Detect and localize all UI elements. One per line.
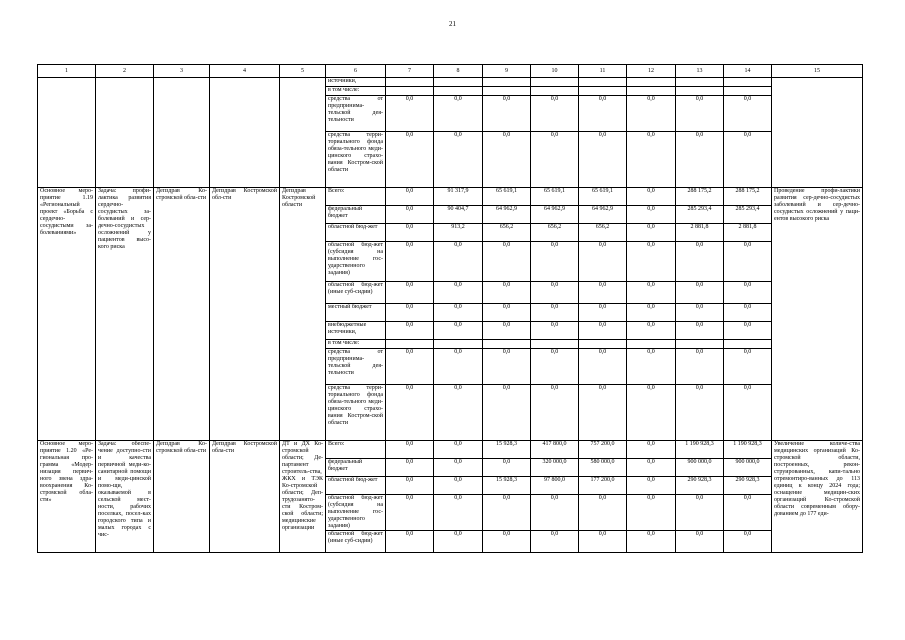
cont-empty-cell: [676, 87, 724, 96]
m120-value-cell: 0,0: [434, 477, 483, 495]
m119-row: [38, 188, 863, 206]
cont-source-label: в том числе:: [326, 87, 386, 96]
cont-value-cell: 0,0: [627, 132, 676, 188]
m120-col4: Депздрав Костромской обла-сти: [210, 441, 280, 553]
m120-value-cell: 0,0: [531, 531, 579, 553]
m119-value-cell: 0,0: [676, 385, 724, 441]
m120-value-cell: 15 928,3: [483, 441, 531, 459]
m119-value-cell: 0,0: [627, 282, 676, 304]
m119-value-cell: 91 317,9: [434, 188, 483, 206]
m119-col3: Депздрав Ко-стромской обла-сти: [154, 188, 210, 441]
m119-col4: Депздрав Костромской обл-сти: [210, 188, 280, 441]
m119-value-cell: 0,0: [627, 385, 676, 441]
cont-value-cell: 0,0: [483, 132, 531, 188]
m119-value-cell: 0,0: [676, 322, 724, 340]
m120-value-cell: 0,0: [676, 531, 724, 553]
m120-value-cell: 0,0: [579, 531, 627, 553]
m120-col5: ДТ и ДХ Ко-стромской области; Де-партамент строитель-ства, ЖКХ и ТЭК Ко-стромской области; Деп-трудозанято-сти Костром-ской области; медицинские организации: [280, 441, 326, 553]
m119-value-cell: 0,0: [579, 385, 627, 441]
m119-value-cell: 285 293,4: [676, 206, 724, 224]
m119-value-cell: 0,0: [724, 322, 772, 340]
m119-value-cell: 0,0: [531, 349, 579, 385]
cont-empty-cell: [724, 87, 772, 96]
m120-value-cell: 0,0: [386, 531, 434, 553]
m119-value-cell: 0,0: [483, 242, 531, 282]
m120-value-cell: 417 800,0: [531, 441, 579, 459]
m120-value-cell: 0,0: [434, 459, 483, 477]
m119-value-cell: 0,0: [724, 349, 772, 385]
m119-value-cell: 65 619,1: [579, 188, 627, 206]
m119-col5: Депздрав Костромской области: [280, 188, 326, 441]
cont-value-cell: 0,0: [676, 132, 724, 188]
m120-value-cell: 0,0: [627, 459, 676, 477]
m120-value-cell: 0,0: [724, 495, 772, 531]
header-cell-13: 13: [676, 65, 724, 78]
cont-empty-cell: [434, 87, 483, 96]
table-header-row: [38, 65, 863, 78]
m119-value-cell: 0,0: [627, 224, 676, 242]
cont-source-label: источники,: [326, 78, 386, 87]
m120-value-cell: 15 928,3: [483, 477, 531, 495]
m119-value-cell: 0,0: [386, 304, 434, 322]
header-cell-11: 11: [579, 65, 627, 78]
m119-value-cell: 0,0: [386, 385, 434, 441]
cont-empty-cell: [483, 87, 531, 96]
m119-value-cell: 0,0: [386, 349, 434, 385]
m120-col1: Основное меро-приятие 1.20 «Ре-гиональная про-грамма «Модер-низация первич-ного звена здра-воохранения Ко-стромской обла-сти»: [38, 441, 96, 553]
m119-value-cell: 0,0: [483, 385, 531, 441]
m119-col1: Основное меро-приятие 1.19 «Региональный проект «Борьба с сердечно-сосудистыми за-болеваниями»: [38, 188, 96, 441]
m120-value-cell: 290 928,3: [724, 477, 772, 495]
header-cell-2: 2: [96, 65, 154, 78]
m119-value-cell: 65 619,1: [483, 188, 531, 206]
m119-value-cell: 0,0: [386, 224, 434, 242]
m119-value-cell: 288 175,2: [676, 188, 724, 206]
m120-value-cell: 0,0: [434, 531, 483, 553]
m119-value-cell: 656,2: [483, 224, 531, 242]
m120-value-cell: 177 200,0: [579, 477, 627, 495]
m119-empty-cell: [483, 340, 531, 349]
cont-value-cell: 0,0: [434, 96, 483, 132]
header-cell-6: 6: [326, 65, 386, 78]
m120-value-cell: 0,0: [531, 495, 579, 531]
m120-value-cell: 757 200,0: [579, 441, 627, 459]
cont-empty-cell: [627, 78, 676, 87]
cont-empty-cell: [579, 78, 627, 87]
m120-value-cell: 900 000,0: [724, 459, 772, 477]
m119-source-label: областной бюд-жет (субсидия на выполнение гос-ударственного задания): [326, 242, 386, 282]
m119-value-cell: 2 881,8: [724, 224, 772, 242]
m119-value-cell: 0,0: [531, 385, 579, 441]
cont-value-cell: 0,0: [531, 96, 579, 132]
m120-value-cell: 0,0: [579, 495, 627, 531]
m119-value-cell: 0,0: [579, 349, 627, 385]
m119-value-cell: 285 293,4: [724, 206, 772, 224]
m120-col3: Депздрав Ко-стромской обла-сти: [154, 441, 210, 553]
m119-value-cell: 0,0: [724, 304, 772, 322]
header-cell-10: 10: [531, 65, 579, 78]
m120-source-label: областной бюд-жет (иные суб-сидии): [326, 531, 386, 553]
m119-value-cell: 0,0: [627, 304, 676, 322]
cont-source-label: средства терри-ториального фонда обяза-тельного меди-цинского страхо-вания Костром-ской области: [326, 132, 386, 188]
m120-value-cell: 0,0: [386, 441, 434, 459]
m119-value-cell: 0,0: [531, 282, 579, 304]
m119-col2: Задача: профи-лактика развития сердечно-сосудистых за-болеваний и сер-дечно-сосудистых осложнений у пациентов высо-кого риска: [96, 188, 154, 441]
cont-empty-cell: [724, 78, 772, 87]
m119-value-cell: 0,0: [676, 282, 724, 304]
cont-value-cell: 0,0: [386, 132, 434, 188]
m119-value-cell: 0,0: [579, 242, 627, 282]
cont-value-cell: 0,0: [483, 96, 531, 132]
cont-empty-cell: [676, 78, 724, 87]
cont-row: [38, 78, 863, 87]
m119-value-cell: 656,2: [531, 224, 579, 242]
m120-value-cell: 0,0: [434, 441, 483, 459]
m119-value-cell: 2 881,8: [676, 224, 724, 242]
m120-value-cell: 900 000,0: [676, 459, 724, 477]
header-cell-5: 5: [280, 65, 326, 78]
m119-value-cell: 0,0: [483, 322, 531, 340]
header-cell-1: 1: [38, 65, 96, 78]
m119-value-cell: 0,0: [386, 242, 434, 282]
m120-value-cell: 0,0: [483, 459, 531, 477]
m119-value-cell: 0,0: [724, 242, 772, 282]
m119-empty-cell: [434, 340, 483, 349]
m119-value-cell: 0,0: [627, 322, 676, 340]
m119-value-cell: 0,0: [434, 349, 483, 385]
cont-value-cell: 0,0: [386, 96, 434, 132]
m119-value-cell: 0,0: [579, 282, 627, 304]
m119-value-cell: 0,0: [579, 304, 627, 322]
m120-value-cell: 0,0: [386, 459, 434, 477]
m120-row: [38, 441, 863, 459]
cont-value-cell: 0,0: [724, 132, 772, 188]
m119-value-cell: 288 175,2: [724, 188, 772, 206]
m119-value-cell: 0,0: [483, 282, 531, 304]
page-number: 21: [449, 20, 456, 28]
m120-col2: Задача: обеспе-чение доступно-сти и качества первичной меди-ко-санитарной помощи и меди-цинской помо-щи, оказываемой в сельской мест-ности, рабочих поселках, посел-ках городского типа и малых городах с чис-: [96, 441, 154, 553]
m119-value-cell: 0,0: [434, 242, 483, 282]
m119-source-label: Всего:: [326, 188, 386, 206]
m119-empty-cell: [676, 340, 724, 349]
header-cell-9: 9: [483, 65, 531, 78]
cont-value-cell: 0,0: [676, 96, 724, 132]
m119-value-cell: 0,0: [386, 206, 434, 224]
m120-value-cell: 290 928,3: [676, 477, 724, 495]
m120-source-label: федеральный бюджет: [326, 459, 386, 477]
cont-value-cell: 0,0: [579, 132, 627, 188]
m120-value-cell: 0,0: [627, 495, 676, 531]
m120-value-cell: 97 800,0: [531, 477, 579, 495]
m119-value-cell: 0,0: [386, 282, 434, 304]
m119-value-cell: 0,0: [483, 349, 531, 385]
m119-value-cell: 64 962,9: [483, 206, 531, 224]
m120-col15: Увеличение количе-ства медицинских организаций Ко-стромской области, построенных, рекон-струированных, капи-тально отремонтиро-ванных до 113 единиц к концу 2024 года; оснащение медицин-ских организаций Ко-стромской области современным обору-дованием до 177 еди-: [772, 441, 863, 553]
m120-value-cell: 0,0: [483, 531, 531, 553]
m119-source-label: местный бюджет: [326, 304, 386, 322]
m119-value-cell: 656,2: [579, 224, 627, 242]
cont-col5: [280, 78, 326, 188]
m119-value-cell: 0,0: [531, 304, 579, 322]
m119-value-cell: 0,0: [386, 188, 434, 206]
m119-value-cell: 0,0: [676, 242, 724, 282]
cont-empty-cell: [386, 87, 434, 96]
m119-empty-cell: [724, 340, 772, 349]
cont-empty-cell: [531, 78, 579, 87]
cont-empty-cell: [386, 78, 434, 87]
m119-value-cell: 0,0: [724, 282, 772, 304]
m120-value-cell: 0,0: [386, 495, 434, 531]
m119-source-label: в том числе:: [326, 340, 386, 349]
cont-value-cell: 0,0: [434, 132, 483, 188]
cont-col3: [154, 78, 210, 188]
m119-source-label: федеральный бюджет: [326, 206, 386, 224]
m119-value-cell: 0,0: [676, 304, 724, 322]
m120-value-cell: 0,0: [434, 495, 483, 531]
header-cell-4: 4: [210, 65, 280, 78]
cont-value-cell: 0,0: [579, 96, 627, 132]
m120-source-label: областной бюд-жет (субсидия на выполнение гос-ударственного задания): [326, 495, 386, 531]
m119-value-cell: 0,0: [627, 349, 676, 385]
m120-value-cell: 0,0: [627, 441, 676, 459]
m119-value-cell: 0,0: [434, 322, 483, 340]
header-cell-14: 14: [724, 65, 772, 78]
m119-value-cell: 0,0: [386, 322, 434, 340]
m119-value-cell: 0,0: [724, 385, 772, 441]
m119-value-cell: 64 962,9: [531, 206, 579, 224]
m119-value-cell: 0,0: [434, 282, 483, 304]
cont-col2: [96, 78, 154, 188]
cont-col1: [38, 78, 96, 188]
cont-empty-cell: [434, 78, 483, 87]
m120-value-cell: 0,0: [386, 477, 434, 495]
m119-source-label: средства терри-ториального фонда обяза-тельного меди-цинского страхо-вания Костром-ской области: [326, 385, 386, 441]
cont-value-cell: 0,0: [627, 96, 676, 132]
m119-value-cell: 913,2: [434, 224, 483, 242]
m119-source-label: внебюджетные источники,: [326, 322, 386, 340]
cont-empty-cell: [627, 87, 676, 96]
m120-value-cell: 580 000,0: [579, 459, 627, 477]
cont-col4: [210, 78, 280, 188]
m120-source-label: Всего:: [326, 441, 386, 459]
m119-value-cell: 0,0: [531, 242, 579, 282]
cont-empty-cell: [579, 87, 627, 96]
m119-value-cell: 0,0: [483, 304, 531, 322]
m119-empty-cell: [386, 340, 434, 349]
m119-value-cell: 0,0: [627, 206, 676, 224]
cont-empty-cell: [483, 78, 531, 87]
cont-source-label: средства от предпринима-тельской дея-тельности: [326, 96, 386, 132]
m119-value-cell: 0,0: [579, 322, 627, 340]
cont-value-cell: 0,0: [531, 132, 579, 188]
m120-value-cell: 0,0: [627, 477, 676, 495]
header-cell-3: 3: [154, 65, 210, 78]
m119-source-label: областной бюд-жет: [326, 224, 386, 242]
m120-value-cell: 1 190 928,3: [724, 441, 772, 459]
m119-col15: Проведение профи-лактики развития сер-дечно-сосудистых заболеваний и сер-дечно-сосудистых осложнений у паци-ентов высокого риска: [772, 188, 863, 441]
cont-empty-cell: [531, 87, 579, 96]
cont-col15: [772, 78, 863, 188]
m120-value-cell: 0,0: [483, 495, 531, 531]
header-cell-15: 15: [772, 65, 863, 78]
m119-value-cell: 64 962,9: [579, 206, 627, 224]
m119-value-cell: 0,0: [676, 349, 724, 385]
m120-value-cell: 1 190 928,3: [676, 441, 724, 459]
header-cell-12: 12: [627, 65, 676, 78]
m119-value-cell: 65 619,1: [531, 188, 579, 206]
m119-value-cell: 0,0: [531, 322, 579, 340]
m120-value-cell: 0,0: [627, 531, 676, 553]
m119-value-cell: 0,0: [434, 385, 483, 441]
cont-value-cell: 0,0: [724, 96, 772, 132]
m120-value-cell: 320 000,0: [531, 459, 579, 477]
m119-value-cell: 0,0: [627, 242, 676, 282]
m119-empty-cell: [627, 340, 676, 349]
m119-source-label: областной бюд-жет (иные суб-сидии): [326, 282, 386, 304]
m119-value-cell: 90 404,7: [434, 206, 483, 224]
header-cell-8: 8: [434, 65, 483, 78]
m120-value-cell: 0,0: [724, 531, 772, 553]
m120-source-label: областной бюд-жет: [326, 477, 386, 495]
m119-value-cell: 0,0: [434, 304, 483, 322]
m119-value-cell: 0,0: [627, 188, 676, 206]
m119-empty-cell: [579, 340, 627, 349]
header-cell-7: 7: [386, 65, 434, 78]
budget-table: [37, 64, 863, 553]
m119-empty-cell: [531, 340, 579, 349]
m120-value-cell: 0,0: [676, 495, 724, 531]
m119-source-label: средства от предпринима-тельской дея-тельности: [326, 349, 386, 385]
